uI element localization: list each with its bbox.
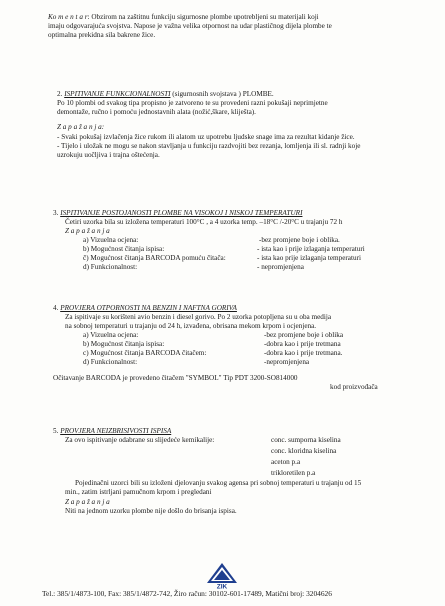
s5-final: Niti na jednom uzorku plombe nije došlo do brisanja ispisa. (65, 507, 237, 515)
s2-line-1: Po 10 plombi od svakog tipa propisno je zatvoreno te su provedeni razni pokušaji neprimjetne (57, 99, 328, 107)
s2-title: ISPITIVANJE FUNKCIONALNOSTI (64, 90, 171, 98)
komentar-line-3: optimalna prekidna sila bakrene žice. (48, 31, 156, 39)
s2-line-2: demontaže, ručno i pomoću jednostavnih alata (nožić,škare, kliješta). (57, 108, 256, 116)
s5-line-1: Pojedinačni uzorci bili su izloženi djelovanju svakog agensa pri sobnoj temperaturi u trajanju od 15 (75, 479, 362, 487)
s5-chem-3: aceton p.a (271, 458, 301, 466)
s3-zapazanja-label: Z a p a ž a n j a (65, 227, 110, 235)
s2-zap-line-2: - Tijelo i uložak ne mogu se nakon stavljanja u funkciju razdvojiti bez rezanja, lomljenja ili sl. radnji koje (57, 142, 361, 150)
s5-line-2: min., zatim istrljani pamučnom krpom i pregledani (65, 488, 212, 496)
s2-zap-line-3: uzrokuju uočljiva i trajna oštećenja. (57, 151, 160, 159)
s4-line-2: na sobnoj temperaturi u trajanju od 24 h, izvađena, obrisana mekom krpom i ocjenjena. (65, 322, 317, 330)
s5-zapazanja-label: Z a p a ž a n j a (65, 498, 110, 506)
s4-kod-proizvodaca: kod proizvođača (330, 383, 378, 391)
komentar-line-1: Ko m e n t a r: Obzirom na zaštitnu funkciju sigurnosne plombe upotrebljeni su materijali koji (48, 13, 319, 21)
s4-heading: 4. PROVJERA OTPORNOSTI NA BENZIN I NAFTNA GORIVA (53, 304, 237, 312)
s5-chem-2: conc. kloridna kiselina (271, 447, 337, 455)
s2-heading: 2. ISPITIVANJE FUNKCIONALNOSTI (sigurnosnih svojstava ) PLOMBE. (57, 90, 274, 98)
s3-intro: Četiri uzorka bila su izložena temperaturi 100°C , a 4 uzorka temp. –18°C /-20°C u trajanju 72 h (65, 218, 343, 226)
komentar-label: Ko m e n t a r (48, 13, 88, 21)
zik-logo (207, 563, 237, 589)
s5-chem-1: conc. sumporna kiselina (271, 436, 341, 444)
s2-zap-line-1: - Svaki pokušaj izvlačenja žice rukom ili alatom uz upotrebu ljudske snage ima za rezultat kidanje žice. (57, 133, 355, 141)
s5-title: PROVJERA NEIZBRISIVOSTI ISPISA (60, 427, 172, 435)
s3-title: ISPITIVANJE POSTOJANOSTI PLOMBE NA VISOKOJ I NISKOJ TEMPERATURI (60, 209, 303, 217)
s4-title: PROVJERA OTPORNOSTI NA BENZIN I NAFTNA GORIVA (60, 304, 237, 312)
zik-logo-text: ZIK (216, 583, 228, 589)
komentar-line-2: imaju odgovarajuća svojstva. Napose je važna velika otpornost na udar plastičnog dijela plombe te (48, 22, 332, 30)
s5-chem-4: trikloretilen p.a (271, 469, 316, 477)
s4-line-1: Za ispitivaje su korišteni avio benzin i diesel gorivo. Po 2 uzorka potopljena su u oba medija (65, 313, 332, 321)
s2-zapazanja-label: Z a p a ž a n j a: (57, 123, 105, 131)
footer-contact: Tel.: 385/1/4873-100, Fax: 385/1/4872-742, Žiro račun: 30102-601-17489, Matični broj: 3204626 (42, 589, 332, 598)
s5-intro: Za ovo ispitivanje odabrane su slijedeće kemikalije: (65, 436, 215, 444)
s5-heading: 5. PROVJERA NEIZBRISIVOSTI ISPISA (53, 427, 172, 435)
s4-ocitavanje: Očitavanje BARCODA je provedeno čitačem "SYMBOL" Tip PDT 3200-SO814000 (53, 374, 298, 382)
s3-heading: 3. ISPITIVANJE POSTOJANOSTI PLOMBE NA VISOKOJ I NISKOJ TEMPERATURI (53, 209, 303, 217)
